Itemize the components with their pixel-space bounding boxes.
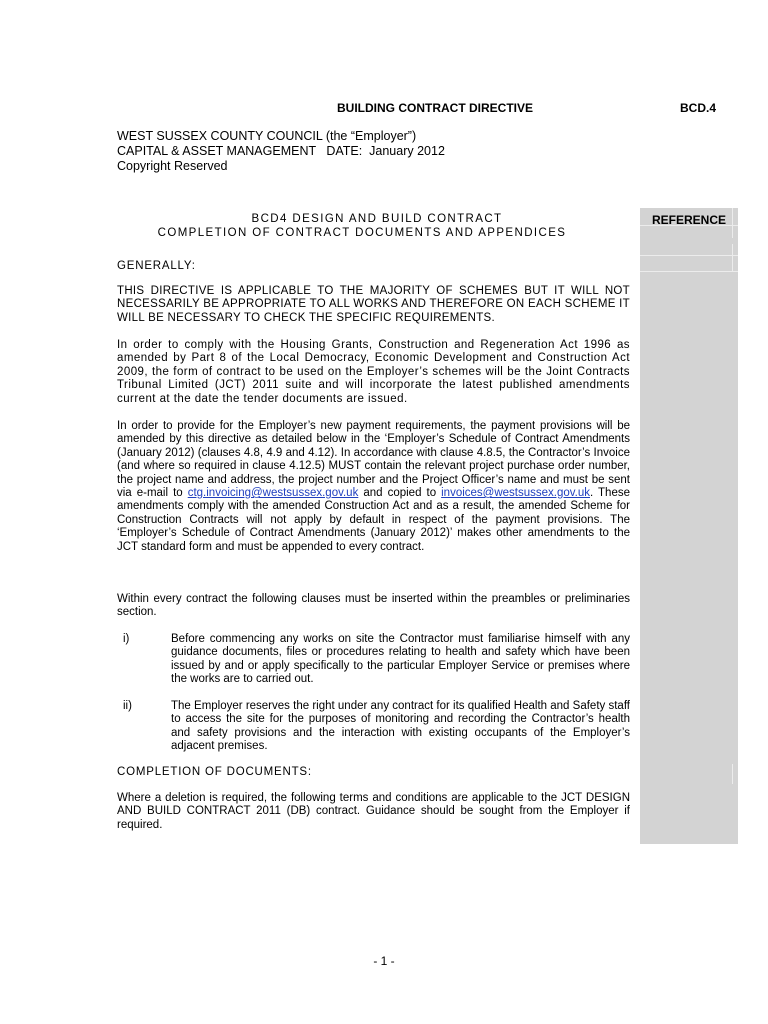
employer-line: WEST SUSSEX COUNTY COUNCIL (the “Employer”) <box>117 129 417 143</box>
intro-paragraph: THIS DIRECTIVE IS APPLICABLE TO THE MAJORITY OF SCHEMES BUT IT WILL NOT NECESSARILY BE APPROPRIATE TO ALL WORKS AND THEREFORE ON EACH SCHEME IT WILL BE NECESSARY TO CHECK THE SPECIFIC REQUIREMENTS. <box>117 285 630 324</box>
list-item-text: Before commencing any works on site the Contractor must familiarise himself with any guidance documents, files or procedures relating to health and safety which have been issued by and or apply specifically to the particular Employer Service or premises where the works are to carried out. <box>171 633 630 686</box>
payment-text-c: . These amendments comply with the amended Construction Act and as a result, the amended Scheme for Construction Contracts will not apply by default in respect of the payment provisions. The ‘Employer’s Schedule of Contract Amendments (January 2012)’ makes other amendments to the JCT standard form and must be appended to every contract. <box>117 487 630 553</box>
generally-heading: GENERALLY: <box>117 260 196 272</box>
reference-label: REFERENCE <box>651 213 726 227</box>
deletion-paragraph: Where a deletion is required, the following terms and conditions are applicable to the JCT DESIGN AND BUILD CONTRACT 2011 (DB) contract. Guidance should be sought from the Employer if required. <box>117 792 630 831</box>
department-date-line: CAPITAL & ASSET MANAGEMENT DATE: January 2012 <box>117 144 445 158</box>
header-block <box>117 129 445 174</box>
list-item-text: The Employer reserves the right under any contract for its qualified Health and Safety staff to access the site for the purposes of monitoring and recording the Contractor’s health and safety provisions and the interaction with existing occupants of the Employer’s adjacent premises. <box>171 700 630 753</box>
invoices-email-link[interactable]: invoices@westsussex.gov.uk <box>441 487 591 500</box>
directive-title: BUILDING CONTRACT DIRECTIVE <box>337 101 533 115</box>
document-title-line2: COMPLETION OF CONTRACT DOCUMENTS AND APPENDICES <box>157 227 567 239</box>
copyright-line: Copyright Reserved <box>117 159 228 173</box>
reference-column <box>640 208 738 844</box>
list-item-number: i) <box>123 633 130 645</box>
invoicing-email-link[interactable]: ctg.invoicing@westsussex.gov.uk <box>187 487 359 500</box>
document-title <box>117 212 637 240</box>
payment-text-b: and copied to <box>358 487 442 500</box>
reference-rule <box>732 244 733 272</box>
payment-paragraph <box>117 420 630 554</box>
document-title-line1: BCD4 DESIGN AND BUILD CONTRACT <box>251 213 503 225</box>
reference-rule <box>732 208 733 238</box>
completion-heading: COMPLETION OF DOCUMENTS: <box>117 766 312 778</box>
payment-text-a: In order to provide for the Employer’s new payment requirements, the payment provisions will be amended by this directive as detailed below in the ‘Employer’s Schedule of Contract Amendments (January 2012) (clauses 4.8, 4.9 and 4.12). In accordance with clause 4.8.5, the Contractor’s Invoice (and where so required in clause 4.12.5) MUST contain the relevant project purchase order number, the project name and address, the project number and the Project Officer’s name and must be sent via e-mail to <box>117 420 630 500</box>
page-number: - 1 - <box>373 954 395 968</box>
preambles-paragraph: Within every contract the following clauses must be inserted within the preambles or preliminaries section. <box>117 593 630 619</box>
directive-code: BCD.4 <box>680 101 717 115</box>
reference-rule <box>732 764 733 784</box>
legislation-paragraph: In order to comply with the Housing Grants, Construction and Regeneration Act 1996 as amended by Part 8 of the Local Democracy, Economic Development and Construction Act 2009, the form of contract to be used on the Employer’s schemes will be the Joint Contracts Tribunal Limited (JCT) 2011 suite and will incorporate the latest published amendments current at the date the tender documents are issued. <box>117 339 630 405</box>
reference-rule <box>640 271 738 272</box>
list-item-number: ii) <box>123 700 132 712</box>
reference-rule <box>640 255 738 256</box>
